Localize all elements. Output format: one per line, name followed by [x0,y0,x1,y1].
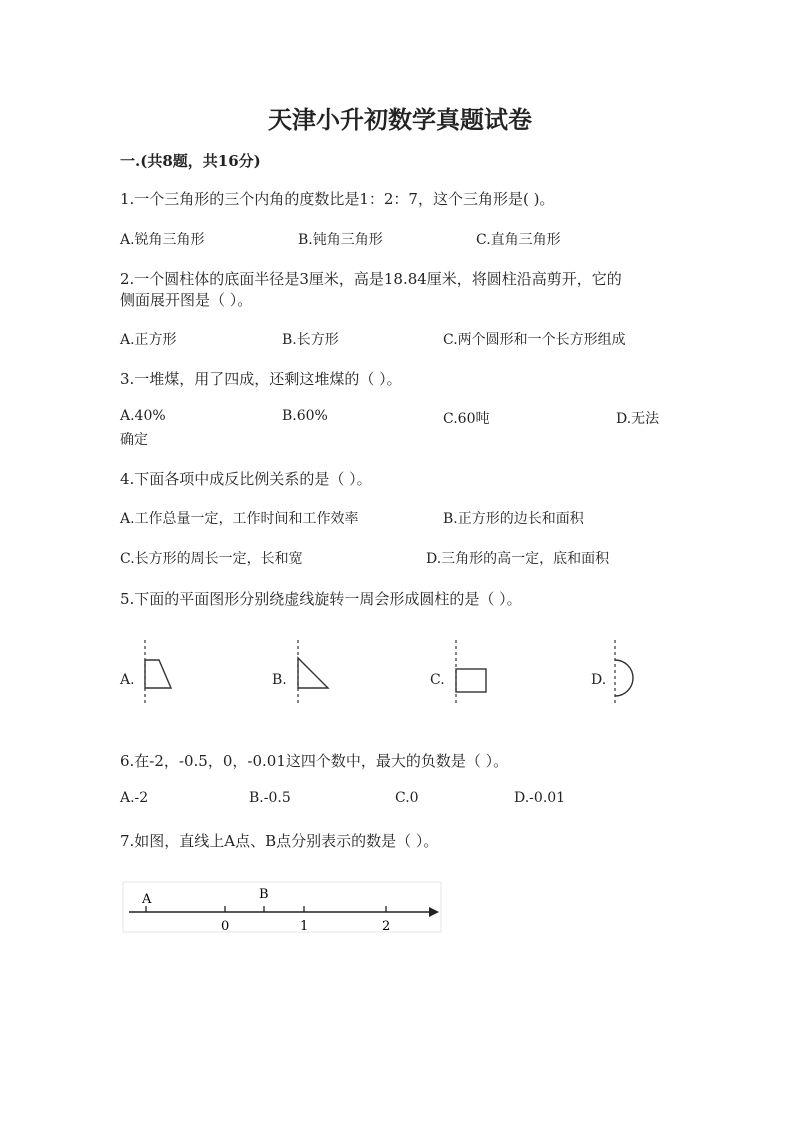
number-line-arrow [429,907,439,917]
section-heading: 一.(共8题，共16分) [120,152,261,170]
question-4-option-c[interactable]: C.长方形的周长一定，长和宽 [120,551,303,567]
figure-d-semicircle [605,640,650,708]
question-3-option-d[interactable]: D.无法 [616,411,660,427]
tick-label-1: 1 [300,919,309,934]
question-3-option-a[interactable]: A.40% [120,408,166,424]
question-3-stem: 3.一堆煤，用了四成，还剩这堆煤的（ ）。 [120,370,402,388]
page-title: 天津小升初数学真题试卷 [268,105,532,134]
question-6-option-a[interactable]: A.-2 [120,790,149,806]
question-6-option-b[interactable]: B.-0.5 [249,790,291,806]
question-6-stem: 6.在-2，-0.5，0，-0.01这四个数中，最大的负数是（ ）。 [120,752,509,770]
question-4-option-b[interactable]: B.正方形的边长和面积 [443,511,584,527]
question-1-option-c[interactable]: C.直角三角形 [476,232,561,248]
question-5-option-d[interactable]: D. [591,672,607,688]
question-2-stem-line2: 侧面展开图是（ ）。 [120,291,253,309]
question-3-option-d-wrap: 确定 [120,432,148,448]
tick-label-0: 0 [221,919,230,934]
point-label-a: A [142,892,152,907]
question-3-option-c[interactable]: C.60吨 [443,411,490,427]
number-line-figure [123,882,443,934]
point-label-b: B [259,887,269,902]
question-5-option-a[interactable]: A. [120,672,135,688]
question-6-option-c[interactable]: C.0 [395,790,419,806]
question-4-stem: 4.下面各项中成反比例关系的是（ ）。 [120,470,372,488]
question-5-stem: 5.下面的平面图形分别绕虚线旋转一周会形成圆柱的是（ ）。 [120,590,522,608]
question-2-option-a[interactable]: A.正方形 [120,332,177,348]
question-4-option-a[interactable]: A.工作总量一定，工作时间和工作效率 [120,511,359,527]
question-4-option-d[interactable]: D.三角形的高一定，底和面积 [426,551,610,567]
figure-c-rectangle [448,640,498,708]
question-1-stem: 1.一个三角形的三个内角的度数比是1：2：7，这个三角形是( )。 [120,190,555,208]
question-7-stem: 7.如图，直线上A点、B点分别表示的数是（ ）。 [120,832,439,850]
question-6-option-d[interactable]: D.-0.01 [514,790,566,806]
question-2-option-b[interactable]: B.长方形 [282,332,339,348]
question-1-option-b[interactable]: B.钝角三角形 [298,232,383,248]
question-1-option-a[interactable]: A.锐角三角形 [120,232,205,248]
tick-label-2: 2 [382,919,391,934]
question-5-option-b[interactable]: B. [272,672,287,688]
question-2-option-c[interactable]: C.两个圆形和一个长方形组成 [443,332,626,348]
question-2-stem-line1: 2.一个圆柱体的底面半径是3厘米，高是18.84厘米，将圆柱沿高剪开，它的 [120,270,622,288]
figure-b-triangle [286,640,336,708]
question-3-option-b[interactable]: B.60% [282,408,328,424]
figure-a-trapezoid [135,640,180,708]
question-5-option-c[interactable]: C. [430,672,445,688]
